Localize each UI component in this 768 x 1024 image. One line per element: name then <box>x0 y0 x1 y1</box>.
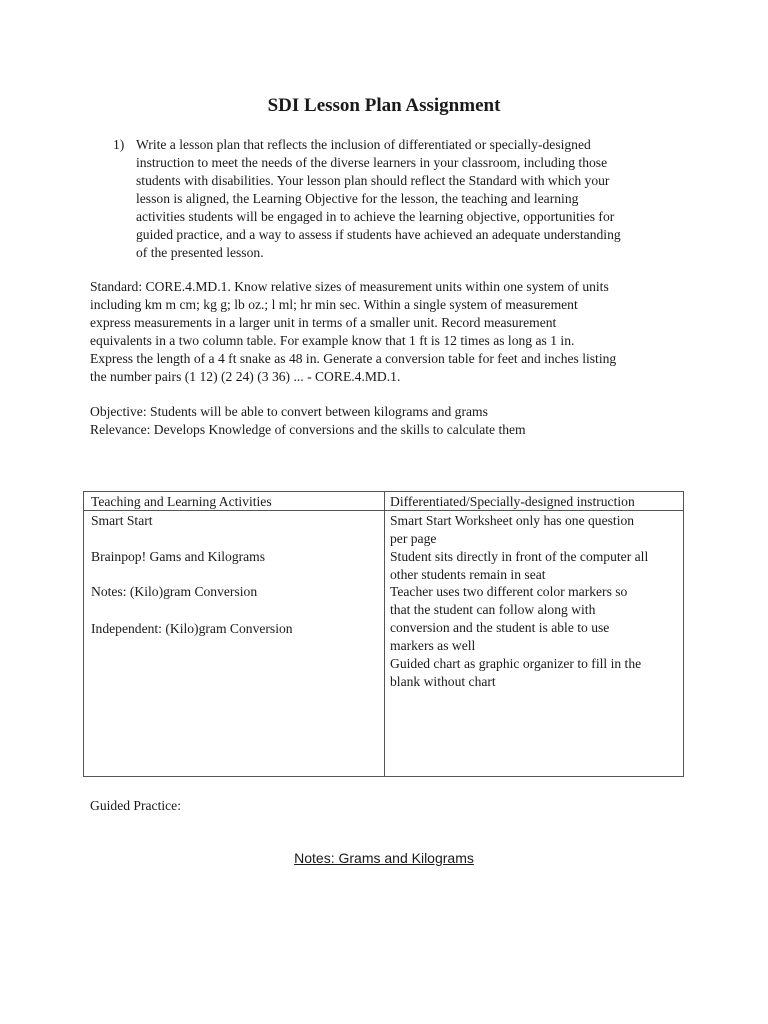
item-number: 1) <box>113 137 125 152</box>
instruction-line: per page <box>390 531 437 546</box>
item-line: students with disabilities. Your lesson plan should reflect the Standard with which your <box>136 173 610 188</box>
standard-line: Standard: CORE.4.MD.1. Know relative sizes of measurement units within one system of units <box>90 279 609 294</box>
objective-text: Objective: Students will be able to convert between kilograms and grams <box>90 404 488 419</box>
activity-cell: Notes: (Kilo)gram Conversion <box>91 584 258 599</box>
instruction-line: conversion and the student is able to use <box>390 620 610 635</box>
item-line: Write a lesson plan that reflects the inclusion of differentiated or specially-designed <box>136 137 591 152</box>
standard-paragraph <box>90 278 616 386</box>
guided-practice-label: Guided Practice: <box>90 798 181 813</box>
instruction-cell <box>390 655 641 691</box>
item-line: activities students will be engaged in to achieve the learning objective, opportunities for <box>136 209 615 224</box>
standard-line: including km m cm; kg g; lb oz.; l ml; hr min sec. Within a single system of measurement <box>90 297 578 312</box>
instruction-cell <box>390 512 634 548</box>
standard-line: equivalents in a two column table. For example know that 1 ft is 12 times as long as 1 in. <box>90 333 575 348</box>
objective-block <box>90 403 526 439</box>
item-text <box>136 136 684 262</box>
activity-cell: Independent: (Kilo)gram Conversion <box>91 621 293 636</box>
header-teaching-activities: Teaching and Learning Activities <box>91 494 272 509</box>
instruction-line: Student sits directly in front of the computer all <box>390 549 649 564</box>
activity-cell: Smart Start <box>91 513 153 528</box>
activities-table <box>83 491 684 777</box>
instruction-line: Smart Start Worksheet only has one question <box>390 513 635 528</box>
column-divider <box>384 492 385 776</box>
document-title: SDI Lesson Plan Assignment <box>267 95 501 116</box>
instruction-cell <box>390 583 627 655</box>
item-line: lesson is aligned, the Learning Objective for the lesson, the teaching and learning <box>136 191 579 206</box>
instruction-line: Guided chart as graphic organizer to fill in the <box>390 656 642 671</box>
header-differentiated-instruction: Differentiated/Specially-designed instruction <box>390 494 635 509</box>
standard-line: express measurements in a larger unit in terms of a smaller unit. Record measurement <box>90 315 557 330</box>
item-line: of the presented lesson. <box>136 245 264 260</box>
instruction-line: markers as well <box>390 638 476 653</box>
standard-line: the number pairs (1 12) (2 24) (3 36) ... - CORE.4.MD.1. <box>90 369 401 384</box>
item-line: instruction to meet the needs of the diverse learners in your classroom, including those <box>136 155 608 170</box>
instruction-line: blank without chart <box>390 674 496 689</box>
relevance-text: Relevance: Develops Knowledge of conversions and the skills to calculate them <box>90 422 526 437</box>
activity-cell: Brainpop! Gams and Kilograms <box>91 549 266 564</box>
instruction-line: other students remain in seat <box>390 567 546 582</box>
instruction-cell <box>390 548 648 584</box>
standard-line: Express the length of a 4 ft snake as 48 in. Generate a conversion table for feet and inches listing <box>90 351 617 366</box>
item-line: guided practice, and a way to assess if students have achieved an adequate understanding <box>136 227 621 242</box>
notes-heading: Notes: Grams and Kilograms <box>294 850 474 866</box>
instruction-line: Teacher uses two different color markers so <box>390 584 628 599</box>
instruction-line: that the student can follow along with <box>390 602 596 617</box>
